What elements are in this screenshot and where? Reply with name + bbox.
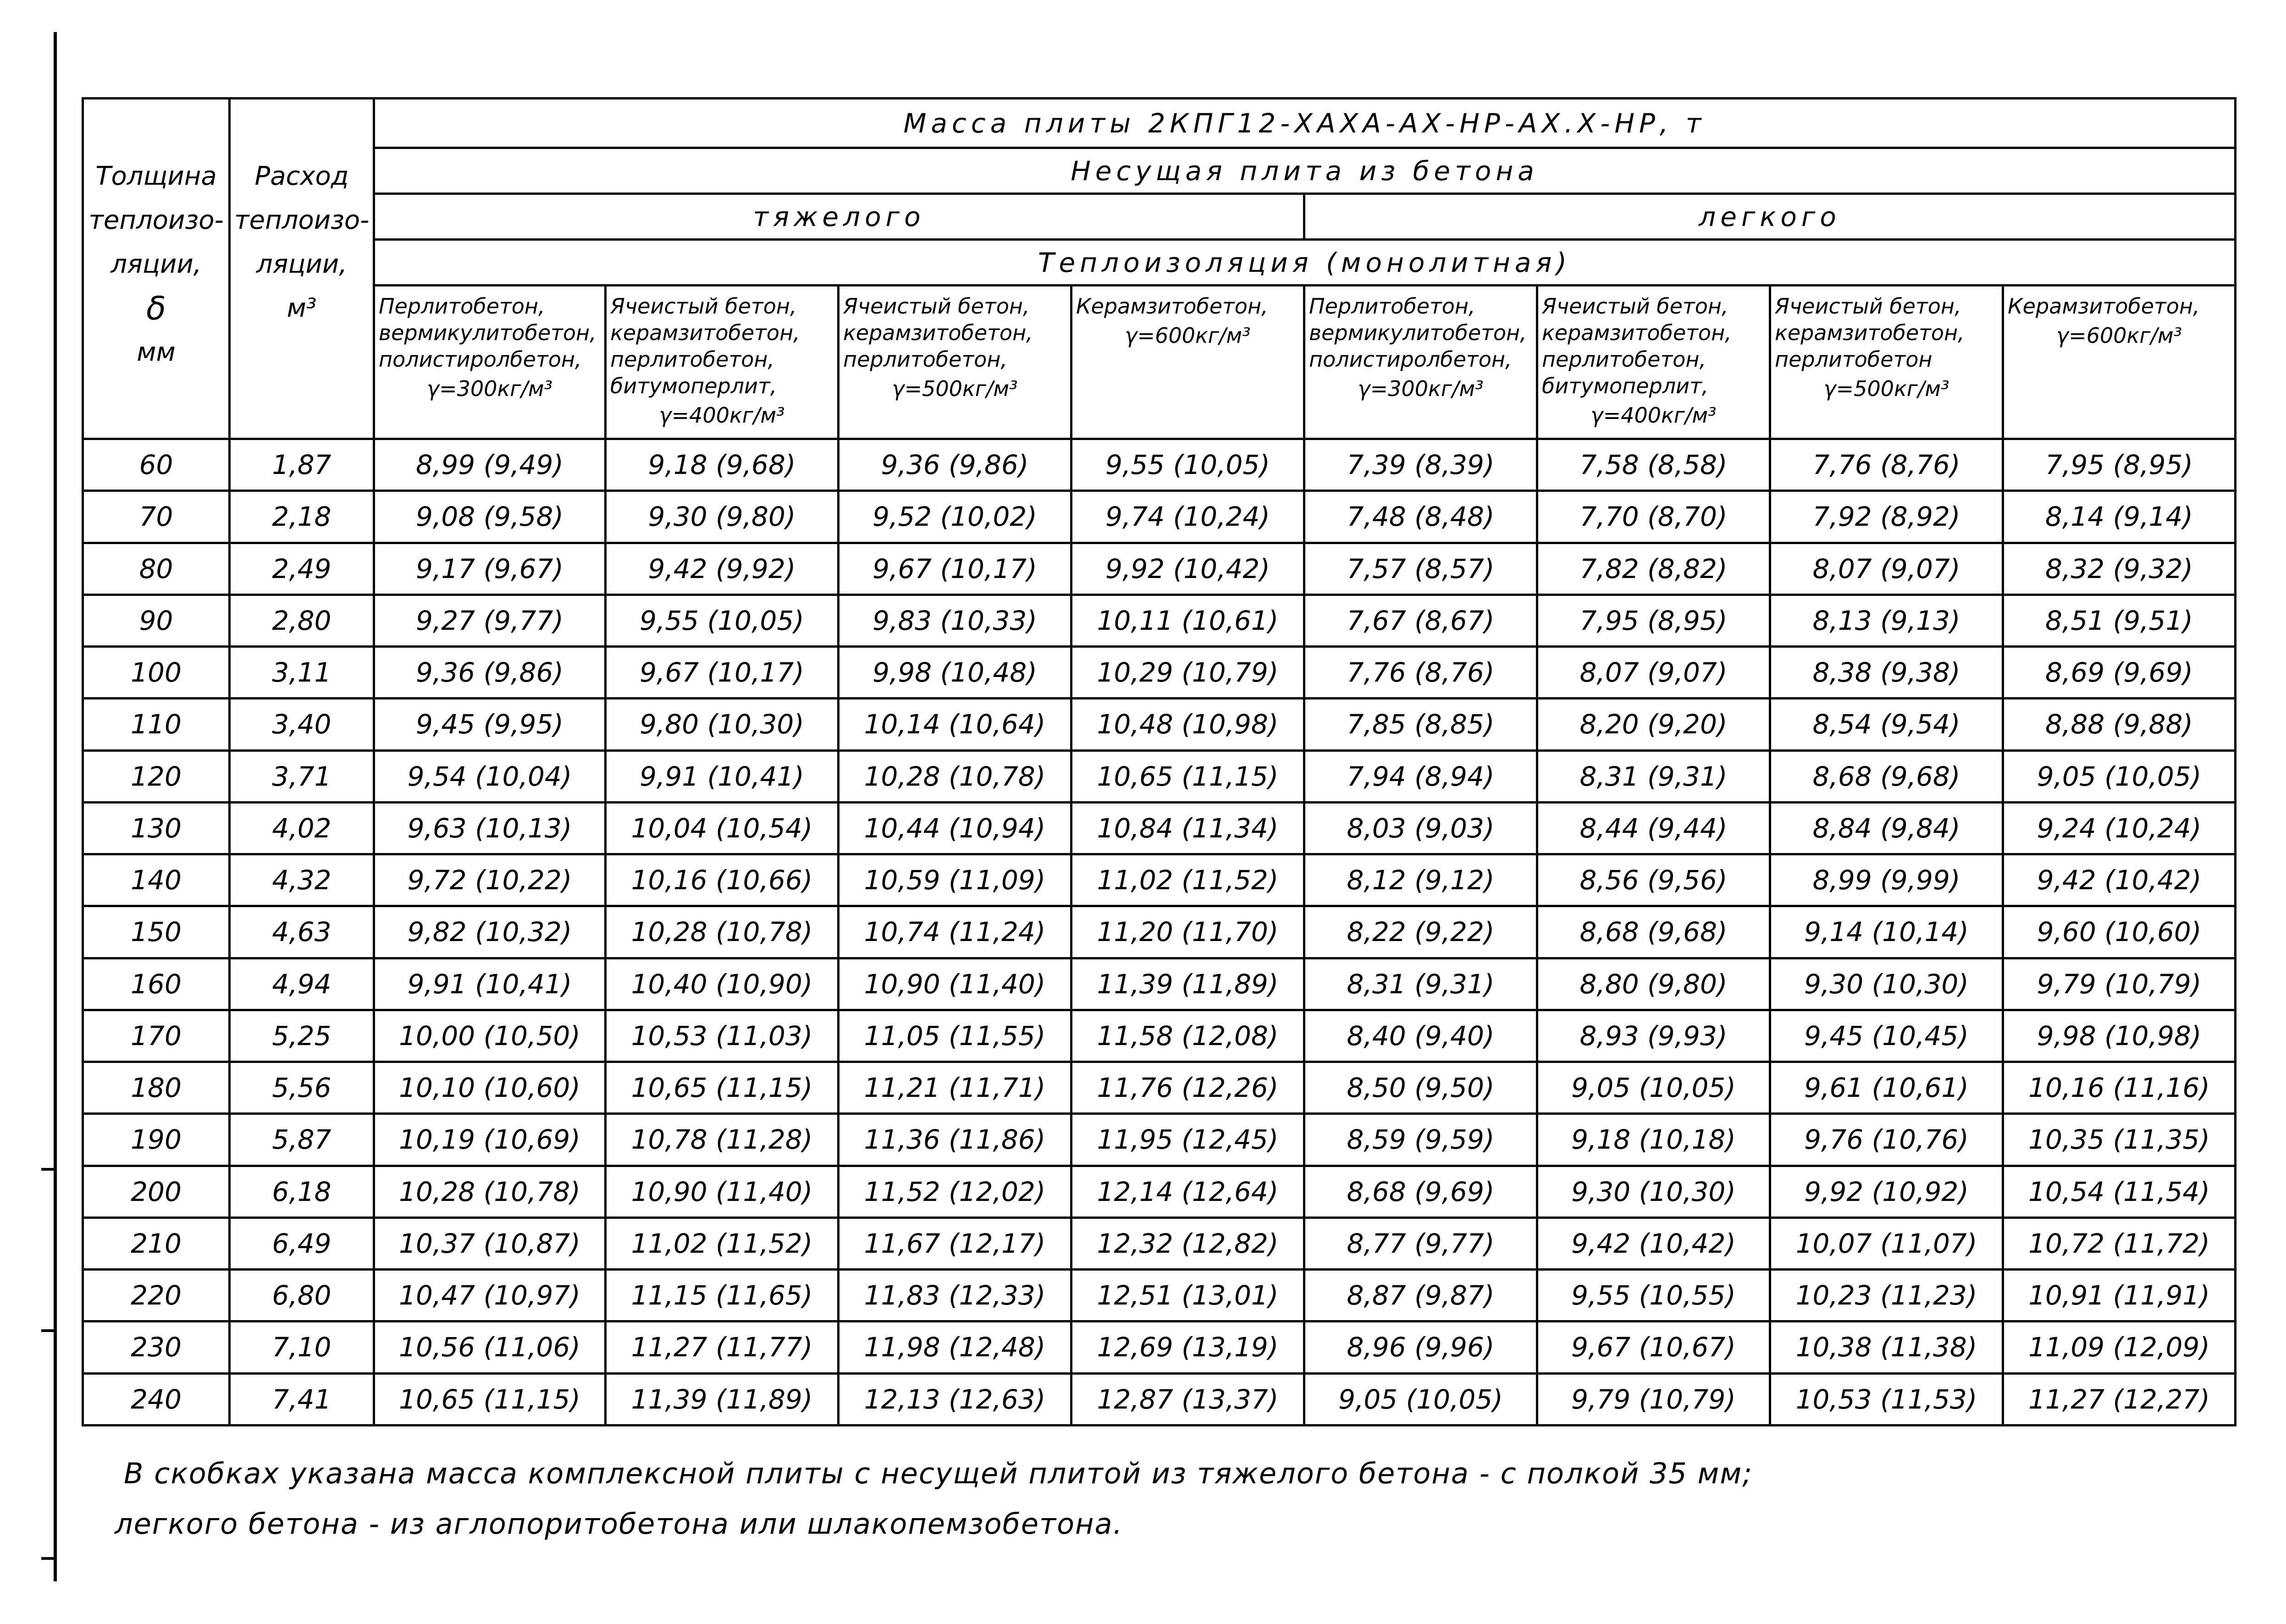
thickness-cell: 140 xyxy=(83,854,230,906)
mass-cell: 8,12 (9,12) xyxy=(1304,854,1537,906)
mass-cell: 7,58 (8,58) xyxy=(1537,439,1770,491)
table-row xyxy=(83,439,2236,491)
mass-cell: 9,72 (10,22) xyxy=(374,854,606,906)
mass-cell: 8,96 (9,96) xyxy=(1304,1321,1537,1373)
mass-cell: 9,55 (10,05) xyxy=(606,595,839,646)
mass-cell: 8,13 (9,13) xyxy=(1770,595,2003,646)
mass-cell: 10,00 (10,50) xyxy=(374,1010,606,1062)
mass-cell: 8,80 (9,80) xyxy=(1537,958,1770,1010)
mass-cell: 9,17 (9,67) xyxy=(374,543,606,595)
mass-cell: 12,69 (13,19) xyxy=(1071,1321,1304,1373)
material-density: γ=300кг/м³ xyxy=(1358,376,1484,401)
mass-cell: 9,42 (10,42) xyxy=(1537,1217,1770,1269)
table-row xyxy=(83,595,2236,646)
mass-cell: 11,98 (12,48) xyxy=(839,1321,1071,1373)
mass-cell: 10,74 (11,24) xyxy=(839,906,1071,958)
material-density: γ=600кг/м³ xyxy=(2056,323,2182,348)
material-density: γ=500кг/м³ xyxy=(892,376,1018,401)
mass-cell: 7,67 (8,67) xyxy=(1304,595,1537,646)
table-subtitle: Несущая плита из бетона xyxy=(374,148,2236,194)
mass-cell: 8,07 (9,07) xyxy=(1770,543,2003,595)
consumption-cell: 7,10 xyxy=(230,1321,374,1373)
mass-cell: 9,24 (10,24) xyxy=(2003,802,2236,854)
consumption-cell: 6,49 xyxy=(230,1217,374,1269)
mass-cell: 9,76 (10,76) xyxy=(1770,1114,2003,1166)
mass-cell: 11,76 (12,26) xyxy=(1071,1062,1304,1114)
mass-cell: 8,54 (9,54) xyxy=(1770,699,2003,750)
material-name: Ячеистый бетон, керамзитобетон, перлитобетон, xyxy=(843,294,1033,372)
mass-cell: 11,15 (11,65) xyxy=(606,1270,839,1321)
mass-cell: 9,52 (10,02) xyxy=(839,491,1071,543)
mass-cell: 7,48 (8,48) xyxy=(1304,491,1537,543)
mass-cell: 8,31 (9,31) xyxy=(1304,958,1537,1010)
mass-cell: 9,83 (10,33) xyxy=(839,595,1071,646)
mass-cell: 11,67 (12,17) xyxy=(839,1217,1071,1269)
material-header xyxy=(374,286,606,439)
mass-cell: 11,83 (12,33) xyxy=(839,1270,1071,1321)
thickness-cell: 60 xyxy=(83,439,230,491)
consumption-cell: 5,56 xyxy=(230,1062,374,1114)
table-row xyxy=(83,750,2236,802)
thickness-cell: 210 xyxy=(83,1217,230,1269)
material-density: γ=600кг/м³ xyxy=(1125,323,1251,348)
mass-cell: 9,30 (10,30) xyxy=(1537,1166,1770,1217)
thickness-cell: 200 xyxy=(83,1166,230,1217)
insulation-header: Теплоизоляция (монолитная) xyxy=(374,240,2236,286)
heavy-concrete-header: тяжелого xyxy=(374,194,1304,240)
material-density: γ=500кг/м³ xyxy=(1823,376,1949,401)
mass-cell: 9,61 (10,61) xyxy=(1770,1062,2003,1114)
table-row xyxy=(83,1010,2236,1062)
mass-cell: 11,02 (11,52) xyxy=(606,1217,839,1269)
table-row xyxy=(83,1373,2236,1426)
consumption-cell: 6,18 xyxy=(230,1166,374,1217)
mass-cell: 10,10 (10,60) xyxy=(374,1062,606,1114)
table-row xyxy=(83,1321,2236,1373)
mass-cell: 9,67 (10,17) xyxy=(839,543,1071,595)
mass-cell: 9,92 (10,92) xyxy=(1770,1166,2003,1217)
mass-cell: 9,67 (10,67) xyxy=(1537,1321,1770,1373)
mass-cell: 8,20 (9,20) xyxy=(1537,699,1770,750)
mass-cell: 9,60 (10,60) xyxy=(2003,906,2236,958)
mass-cell: 10,91 (11,91) xyxy=(2003,1270,2236,1321)
table-row xyxy=(83,699,2236,750)
mass-cell: 7,94 (8,94) xyxy=(1304,750,1537,802)
mass-cell: 9,80 (10,30) xyxy=(606,699,839,750)
mass-cell: 9,67 (10,17) xyxy=(606,647,839,699)
mass-cell: 11,21 (11,71) xyxy=(839,1062,1071,1114)
thickness-cell: 220 xyxy=(83,1270,230,1321)
mass-cell: 7,82 (8,82) xyxy=(1537,543,1770,595)
mass-cell: 9,42 (9,92) xyxy=(606,543,839,595)
mass-cell: 7,39 (8,39) xyxy=(1304,439,1537,491)
consumption-cell: 4,63 xyxy=(230,906,374,958)
material-name: Ячеистый бетон, керамзитобетон, перлитобетон, битумоперлит, xyxy=(610,294,800,398)
mass-cell: 8,87 (9,87) xyxy=(1304,1270,1537,1321)
mass-cell: 10,19 (10,69) xyxy=(374,1114,606,1166)
thickness-cell: 230 xyxy=(83,1321,230,1373)
consumption-cell: 3,40 xyxy=(230,699,374,750)
mass-cell: 9,05 (10,05) xyxy=(1304,1373,1537,1426)
material-density: γ=400кг/м³ xyxy=(1590,403,1717,428)
mass-cell: 8,38 (9,38) xyxy=(1770,647,2003,699)
mass-cell: 10,72 (11,72) xyxy=(2003,1217,2236,1269)
mass-cell: 10,16 (11,16) xyxy=(2003,1062,2236,1114)
mass-cell: 9,18 (10,18) xyxy=(1537,1114,1770,1166)
mass-cell: 10,40 (10,90) xyxy=(606,958,839,1010)
mass-cell: 8,93 (9,93) xyxy=(1537,1010,1770,1062)
consumption-cell: 7,41 xyxy=(230,1373,374,1426)
mass-cell: 7,57 (8,57) xyxy=(1304,543,1537,595)
thickness-cell: 80 xyxy=(83,543,230,595)
mass-cell: 9,55 (10,55) xyxy=(1537,1270,1770,1321)
mass-cell: 10,47 (10,97) xyxy=(374,1270,606,1321)
material-header xyxy=(1304,286,1537,439)
mass-cell: 9,98 (10,48) xyxy=(839,647,1071,699)
mass-cell: 9,45 (10,45) xyxy=(1770,1010,2003,1062)
material-name: Ячеистый бетон, керамзитобетон, перлитобетон xyxy=(1775,294,1965,372)
thickness-cell: 170 xyxy=(83,1010,230,1062)
table-row xyxy=(83,906,2236,958)
table-row xyxy=(83,1166,2236,1217)
thickness-cell: 130 xyxy=(83,802,230,854)
thickness-cell: 190 xyxy=(83,1114,230,1166)
mass-cell: 10,48 (10,98) xyxy=(1071,699,1304,750)
thickness-header: Толщина теплоизо- ляции, δ мм xyxy=(83,99,230,439)
mass-cell: 8,68 (9,68) xyxy=(1537,906,1770,958)
thickness-cell: 120 xyxy=(83,750,230,802)
mass-cell: 8,07 (9,07) xyxy=(1537,647,1770,699)
mass-cell: 10,07 (11,07) xyxy=(1770,1217,2003,1269)
consumption-cell: 4,32 xyxy=(230,854,374,906)
mass-cell: 9,08 (9,58) xyxy=(374,491,606,543)
thickness-cell: 110 xyxy=(83,699,230,750)
table-row xyxy=(83,802,2236,854)
mass-cell: 10,65 (11,15) xyxy=(1071,750,1304,802)
mass-cell: 11,52 (12,02) xyxy=(839,1166,1071,1217)
mass-cell: 10,11 (10,61) xyxy=(1071,595,1304,646)
mass-cell: 11,05 (11,55) xyxy=(839,1010,1071,1062)
thickness-cell: 70 xyxy=(83,491,230,543)
mass-cell: 8,88 (9,88) xyxy=(2003,699,2236,750)
material-name: Перлитобетон, вермикулитобетон, полистиролбетон, xyxy=(1309,294,1527,372)
mass-cell: 10,59 (11,09) xyxy=(839,854,1071,906)
mass-cell: 9,05 (10,05) xyxy=(2003,750,2236,802)
mass-cell: 8,68 (9,68) xyxy=(1770,750,2003,802)
mass-cell: 10,28 (10,78) xyxy=(374,1166,606,1217)
table-row xyxy=(83,1270,2236,1321)
material-header xyxy=(606,286,839,439)
consumption-cell: 1,87 xyxy=(230,439,374,491)
mass-cell: 9,14 (10,14) xyxy=(1770,906,2003,958)
mass-cell: 8,03 (9,03) xyxy=(1304,802,1537,854)
consumption-cell: 2,49 xyxy=(230,543,374,595)
material-name: Перлитобетон, вермикулитобетон, полистиролбетон, xyxy=(379,294,596,372)
mass-cell: 9,74 (10,24) xyxy=(1071,491,1304,543)
mass-cell: 8,32 (9,32) xyxy=(2003,543,2236,595)
mass-cell: 8,51 (9,51) xyxy=(2003,595,2236,646)
mass-cell: 9,45 (9,95) xyxy=(374,699,606,750)
consumption-cell: 3,11 xyxy=(230,647,374,699)
mass-cell: 7,95 (8,95) xyxy=(2003,439,2236,491)
mass-table xyxy=(82,97,2236,1426)
material-density: γ=300кг/м³ xyxy=(426,376,553,401)
material-header xyxy=(1071,286,1304,439)
mass-cell: 9,91 (10,41) xyxy=(374,958,606,1010)
mass-cell: 10,44 (10,94) xyxy=(839,802,1071,854)
mass-cell: 9,98 (10,98) xyxy=(2003,1010,2236,1062)
mass-cell: 10,28 (10,78) xyxy=(606,906,839,958)
mass-cell: 10,16 (10,66) xyxy=(606,854,839,906)
mass-cell: 8,22 (9,22) xyxy=(1304,906,1537,958)
mass-cell: 11,36 (11,86) xyxy=(839,1114,1071,1166)
mass-cell: 9,27 (9,77) xyxy=(374,595,606,646)
table-row xyxy=(83,1217,2236,1269)
consumption-cell: 5,25 xyxy=(230,1010,374,1062)
mass-cell: 9,55 (10,05) xyxy=(1071,439,1304,491)
mass-cell: 10,38 (11,38) xyxy=(1770,1321,2003,1373)
consumption-cell: 2,18 xyxy=(230,491,374,543)
margin-tick xyxy=(41,1329,55,1332)
material-density: γ=400кг/м³ xyxy=(659,403,785,428)
mass-cell: 8,31 (9,31) xyxy=(1537,750,1770,802)
footnote-line-2: легкого бетона - из аглопоритобетона или шлакопемзобетона. xyxy=(115,1507,1123,1541)
mass-cell: 10,84 (11,34) xyxy=(1071,802,1304,854)
mass-cell: 10,90 (11,40) xyxy=(606,1166,839,1217)
table-row xyxy=(83,491,2236,543)
mass-cell: 9,79 (10,79) xyxy=(2003,958,2236,1010)
mass-cell: 9,30 (10,30) xyxy=(1770,958,2003,1010)
mass-cell: 9,54 (10,04) xyxy=(374,750,606,802)
mass-cell: 8,14 (9,14) xyxy=(2003,491,2236,543)
mass-cell: 9,05 (10,05) xyxy=(1537,1062,1770,1114)
table-row xyxy=(83,958,2236,1010)
mass-cell: 11,27 (11,77) xyxy=(606,1321,839,1373)
mass-cell: 8,59 (9,59) xyxy=(1304,1114,1537,1166)
material-header xyxy=(839,286,1071,439)
mass-cell: 11,39 (11,89) xyxy=(606,1373,839,1426)
mass-cell: 10,53 (11,53) xyxy=(1770,1373,2003,1426)
mass-cell: 12,87 (13,37) xyxy=(1071,1373,1304,1426)
mass-cell: 10,29 (10,79) xyxy=(1071,647,1304,699)
light-concrete-header: легкого xyxy=(1304,194,2236,240)
mass-cell: 11,58 (12,08) xyxy=(1071,1010,1304,1062)
mass-cell: 12,32 (12,82) xyxy=(1071,1217,1304,1269)
thickness-cell: 90 xyxy=(83,595,230,646)
table-row xyxy=(83,1114,2236,1166)
mass-cell: 11,27 (12,27) xyxy=(2003,1373,2236,1426)
mass-cell: 12,51 (13,01) xyxy=(1071,1270,1304,1321)
table-row xyxy=(83,1062,2236,1114)
consumption-cell: 3,71 xyxy=(230,750,374,802)
table-row xyxy=(83,647,2236,699)
mass-cell: 10,14 (10,64) xyxy=(839,699,1071,750)
mass-cell: 7,85 (8,85) xyxy=(1304,699,1537,750)
thickness-cell: 100 xyxy=(83,647,230,699)
mass-cell: 7,70 (8,70) xyxy=(1537,491,1770,543)
mass-cell: 8,99 (9,49) xyxy=(374,439,606,491)
mass-cell: 10,53 (11,03) xyxy=(606,1010,839,1062)
mass-cell: 10,65 (11,15) xyxy=(606,1062,839,1114)
mass-cell: 11,39 (11,89) xyxy=(1071,958,1304,1010)
mass-cell: 11,09 (12,09) xyxy=(2003,1321,2236,1373)
consumption-cell: 4,02 xyxy=(230,802,374,854)
mass-cell: 8,77 (9,77) xyxy=(1304,1217,1537,1269)
mass-cell: 8,56 (9,56) xyxy=(1537,854,1770,906)
material-name: Ячеистый бетон, керамзитобетон, перлитобетон, битумоперлит, xyxy=(1542,294,1732,398)
consumption-cell: 6,80 xyxy=(230,1270,374,1321)
consumption-header: Расход теплоизо- ляции, м³ xyxy=(230,99,374,439)
thickness-cell: 240 xyxy=(83,1373,230,1426)
mass-cell: 8,68 (9,69) xyxy=(1304,1166,1537,1217)
footnote xyxy=(115,1448,2187,1549)
margin-line xyxy=(54,32,57,1581)
footnote-line-1: В скобках указана масса комплексной плиты с несущей плитой из тяжелого бетона - с полкой 35 мм; xyxy=(124,1457,1753,1490)
mass-cell: 12,14 (12,64) xyxy=(1071,1166,1304,1217)
consumption-cell: 4,94 xyxy=(230,958,374,1010)
mass-cell: 9,92 (10,42) xyxy=(1071,543,1304,595)
mass-cell: 8,84 (9,84) xyxy=(1770,802,2003,854)
mass-cell: 8,69 (9,69) xyxy=(2003,647,2236,699)
margin-tick xyxy=(41,1168,55,1171)
mass-cell: 11,20 (11,70) xyxy=(1071,906,1304,958)
mass-cell: 9,63 (10,13) xyxy=(374,802,606,854)
consumption-cell: 5,87 xyxy=(230,1114,374,1166)
thickness-cell: 150 xyxy=(83,906,230,958)
mass-cell: 9,30 (9,80) xyxy=(606,491,839,543)
mass-cell: 8,40 (9,40) xyxy=(1304,1010,1537,1062)
margin-tick xyxy=(41,1557,55,1560)
thickness-cell: 160 xyxy=(83,958,230,1010)
mass-cell: 9,36 (9,86) xyxy=(374,647,606,699)
thickness-cell: 180 xyxy=(83,1062,230,1114)
mass-cell: 10,54 (11,54) xyxy=(2003,1166,2236,1217)
mass-cell: 7,92 (8,92) xyxy=(1770,491,2003,543)
mass-cell: 8,44 (9,44) xyxy=(1537,802,1770,854)
mass-cell: 10,28 (10,78) xyxy=(839,750,1071,802)
mass-cell: 11,02 (11,52) xyxy=(1071,854,1304,906)
material-name: Керамзитобетон, xyxy=(2008,294,2200,319)
mass-cell: 8,99 (9,99) xyxy=(1770,854,2003,906)
material-header xyxy=(1770,286,2003,439)
mass-cell: 10,35 (11,35) xyxy=(2003,1114,2236,1166)
material-name: Керамзитобетон, xyxy=(1076,294,1268,319)
mass-cell: 7,76 (8,76) xyxy=(1304,647,1537,699)
mass-cell: 10,04 (10,54) xyxy=(606,802,839,854)
mass-cell: 9,82 (10,32) xyxy=(374,906,606,958)
mass-cell: 9,18 (9,68) xyxy=(606,439,839,491)
mass-cell: 11,95 (12,45) xyxy=(1071,1114,1304,1166)
mass-cell: 12,13 (12,63) xyxy=(839,1373,1071,1426)
mass-cell: 8,50 (9,50) xyxy=(1304,1062,1537,1114)
material-header xyxy=(1537,286,1770,439)
mass-cell: 10,37 (10,87) xyxy=(374,1217,606,1269)
mass-cell: 10,78 (11,28) xyxy=(606,1114,839,1166)
mass-cell: 10,90 (11,40) xyxy=(839,958,1071,1010)
mass-cell: 10,65 (11,15) xyxy=(374,1373,606,1426)
mass-cell: 9,42 (10,42) xyxy=(2003,854,2236,906)
mass-cell: 7,95 (8,95) xyxy=(1537,595,1770,646)
table-title: Масса плиты 2КПГ12-ХАХА-АХ-НР-АХ.Х-НР, т xyxy=(374,99,2236,148)
mass-cell: 10,56 (11,06) xyxy=(374,1321,606,1373)
mass-cell: 9,91 (10,41) xyxy=(606,750,839,802)
table-row xyxy=(83,854,2236,906)
mass-cell: 9,36 (9,86) xyxy=(839,439,1071,491)
mass-cell: 10,23 (11,23) xyxy=(1770,1270,2003,1321)
consumption-cell: 2,80 xyxy=(230,595,374,646)
mass-cell: 9,79 (10,79) xyxy=(1537,1373,1770,1426)
material-header xyxy=(2003,286,2236,439)
mass-cell: 7,76 (8,76) xyxy=(1770,439,2003,491)
table-row xyxy=(83,543,2236,595)
